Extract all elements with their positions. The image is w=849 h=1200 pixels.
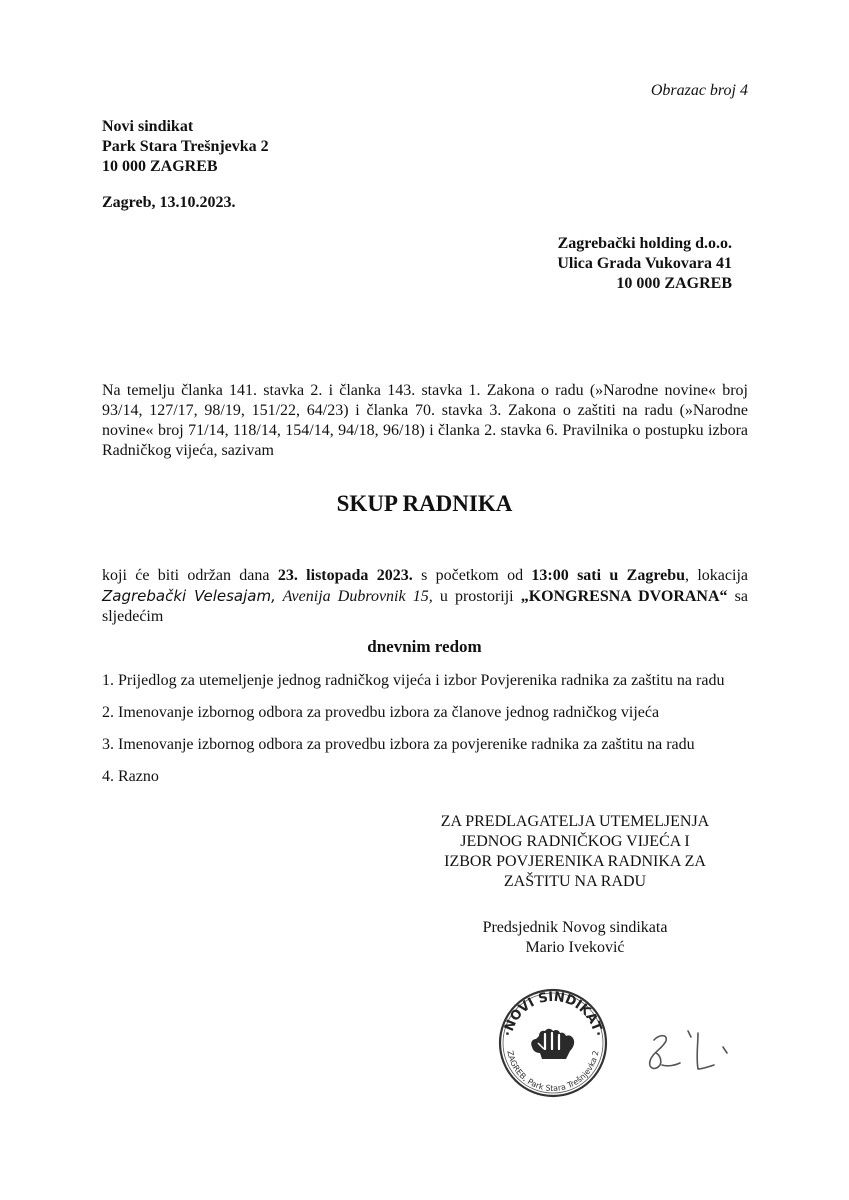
recipient-name: Zagrebački holding d.o.o. xyxy=(557,235,732,252)
signatory-title: Predsjednik Novog sindikata xyxy=(482,919,668,936)
sender-city: 10 000 ZAGREB xyxy=(102,158,218,175)
fist-icon xyxy=(531,1029,574,1059)
closing-line: ZAŠTITU NA RADU xyxy=(503,873,647,890)
sender-name: Novi sindikat xyxy=(102,118,194,135)
closing-block xyxy=(410,812,740,892)
recipient-street: Ulica Grada Vukovara 41 xyxy=(557,255,732,272)
agenda-item: 4. Razno xyxy=(102,768,159,785)
agenda-title: dnevnim redom xyxy=(367,637,482,656)
document-date: Zagreb, 13.10.2023. xyxy=(102,194,236,211)
location-name: Zagrebački Velesajam, xyxy=(102,587,276,605)
closing-line: ZA PREDLAGATELJA UTEMELJENJA xyxy=(440,813,710,830)
form-number: Obrazac broj 4 xyxy=(650,82,748,99)
meeting-text-4: u prostoriji xyxy=(432,588,521,605)
recipient-address xyxy=(557,234,732,294)
agenda-item: 2. Imenovanje izbornog odbora za provedbu izbora za članove jednog radničkog vijeća xyxy=(102,704,660,721)
meeting-room: „KONGRESNA DVORANA“ xyxy=(520,588,728,605)
meeting-text-2: s početkom od xyxy=(412,567,532,584)
agenda-list xyxy=(102,671,762,799)
signatory-block xyxy=(410,918,740,958)
signatory-name: Mario Iveković xyxy=(525,939,625,956)
meeting-paragraph xyxy=(102,566,748,627)
union-stamp-icon xyxy=(497,987,609,1099)
recipient-city: 10 000 ZAGREB xyxy=(616,275,732,292)
closing-line: JEDNOG RADNIČKOG VIJEĆA I xyxy=(460,833,690,850)
intro-paragraph: Na temelju članka 141. stavka 2. i članka 143. stavka 1. Zakona o radu (»Narodne novine« broj 93/14, 127/17, 98/19, 151/22, 64/23) i članka 70. stavka 3. Zakona o zaštiti na radu (»Narodne novine« broj 71/14, 118/14, 154/14, 94/18, 96/18) i članka 2. stavka 6. Pravilnika o postupku izbora Radničkog vijeća, sazivam xyxy=(102,382,748,459)
meeting-text-1: koji će biti održan dana xyxy=(102,567,278,584)
meeting-date: 23. listopada 2023. xyxy=(277,567,413,584)
handwritten-signature-icon xyxy=(632,1005,752,1095)
sender-street: Park Stara Trešnjevka 2 xyxy=(102,138,269,155)
sender-address xyxy=(102,117,269,177)
closing-line: IZBOR POVJERENIKA RADNIKA ZA xyxy=(444,853,706,870)
agenda-item: 1. Prijedlog za utemeljenje jednog radničkog vijeća i izbor Povjerenika radnika za zaštitu na radu xyxy=(102,672,725,689)
stamp-bottom-text: ZAGREB, Park Stara Trešnjevka 2 xyxy=(505,1049,601,1094)
meeting-text-3: , lokacija xyxy=(685,567,749,584)
document-title: SKUP RADNIKA xyxy=(336,491,513,516)
meeting-text-5: sa sljedećim xyxy=(102,588,748,625)
location-address: Avenija Dubrovnik 15, xyxy=(275,588,433,605)
agenda-item: 3. Imenovanje izbornog odbora za provedbu izbora za povjerenike radnika za zaštitu na radu xyxy=(102,736,695,753)
stamp-top-text: ·NOVI SINDIKAT· xyxy=(500,989,606,1038)
meeting-time-place: 13:00 sati u Zagrebu xyxy=(531,567,686,584)
